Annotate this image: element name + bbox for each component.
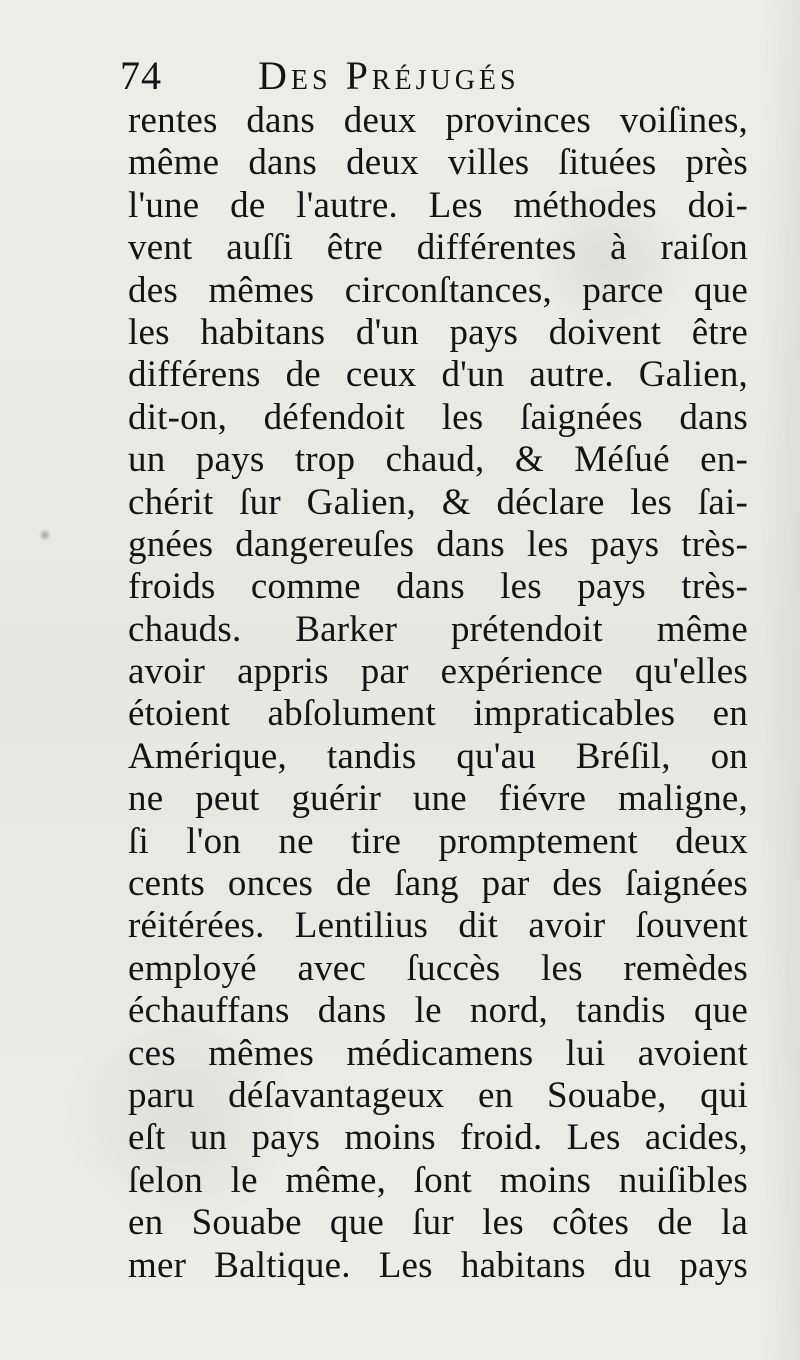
text-line: un pays trop chaud, & Méſué en- [128, 439, 748, 481]
text-line: l'une de l'autre. Les méthodes doi- [128, 184, 748, 226]
text-line: ne peut guérir une fiévre maligne, [128, 778, 748, 820]
text-line: eſt un pays moins froid. Les acides, [128, 1117, 748, 1159]
text-line: rentes dans deux provinces voiſines, [128, 100, 748, 141]
text-line: étoient abſolument impraticables en [128, 693, 748, 735]
text-line: avoir appris par expérience qu'elles [128, 651, 748, 693]
page-header [120, 48, 680, 104]
text-line: les habitans d'un pays doivent être [128, 311, 748, 353]
text-line: mer Baltique. Les habitans du pays [128, 1244, 748, 1286]
text-line: différens de ceux d'un autre. Galien, [128, 354, 748, 396]
text-line: des mêmes circonſtances, parce que [128, 269, 748, 311]
text-line: échauffans dans le nord, tandis que [128, 990, 748, 1032]
text-line: ſelon le même, ſont moins nuiſibles [128, 1159, 748, 1201]
text-line: chauds. Barker prétendoit même [128, 608, 748, 650]
running-title: Des Préjugés [258, 53, 520, 98]
text-line: en Souabe que ſur les côtes de la [128, 1202, 748, 1244]
text-line: paru déſavantageux en Souabe, qui [128, 1074, 748, 1116]
text-line: ſi l'on ne tire promptement deux [128, 820, 748, 862]
text-line: chérit ſur Galien, & déclare les ſai- [128, 481, 748, 523]
text-line: même dans deux villes ſituées près [128, 142, 748, 184]
page-number: 74 [120, 53, 162, 98]
text-line: ces mêmes médicamens lui avoient [128, 1032, 748, 1074]
text-line: vent auſſi être différentes à raiſon [128, 227, 748, 269]
body-text [128, 100, 748, 1287]
text-line: Amérique, tandis qu'au Bréſil, on [128, 735, 748, 777]
text-line: cents onces de ſang par des ſaignées [128, 863, 748, 905]
text-line: froids comme dans les pays très- [128, 566, 748, 608]
text-line: dit-on, défendoit les ſaignées dans [128, 396, 748, 438]
text-line: employé avec ſuccès les remèdes [128, 947, 748, 989]
text-line: réitérées. Lentilius dit avoir ſouvent [128, 905, 748, 947]
text-line: gnées dangereuſes dans les pays très- [128, 523, 748, 565]
